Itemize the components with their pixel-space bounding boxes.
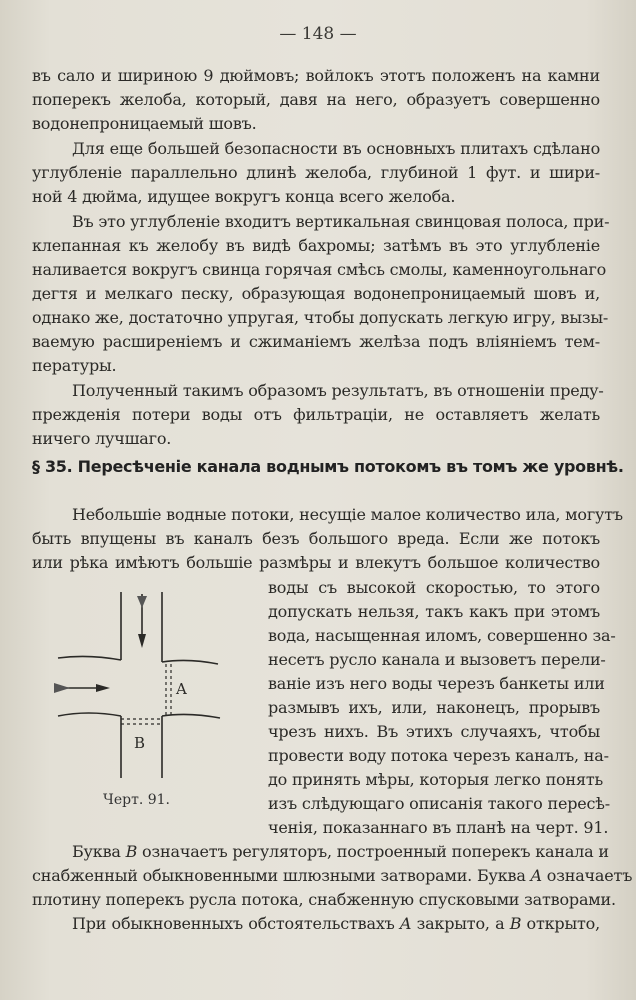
text-span: означаетъ регуляторъ, построенный поперекъ канала и — [137, 842, 609, 861]
variable-b: B — [125, 842, 138, 861]
text-line — [72, 842, 609, 862]
text-line: воды съ высокой скоростью, то этого — [268, 578, 600, 597]
canal-upper-bank-right — [162, 660, 218, 664]
text-line: водонепроницаемый шовъ. — [32, 114, 257, 133]
text-span: открыто, — [521, 914, 600, 933]
label-a: A — [176, 680, 187, 698]
text-span: снабженный обыкновенными шлюзными затворами. Буква — [32, 866, 531, 885]
text-span: закрыто, а — [411, 914, 510, 933]
text-line: дегтя и мелкаго песку, образующая водонепроницаемый шовъ и, — [32, 284, 600, 303]
text-line — [72, 914, 600, 934]
text-line: несетъ русло канала и вызоветъ перели- — [268, 650, 606, 669]
page-number: — 148 — — [279, 24, 357, 44]
text-span: Буква — [72, 842, 126, 861]
text-line: въ сало и шириною 9 дюймовъ; войлокъ этотъ положенъ на камни — [32, 66, 600, 85]
text-line: прежденія потери воды отъ фильтраціи, не оставляетъ желать — [32, 405, 600, 424]
text-line: допускать нельзя, такъ какъ при этомъ — [268, 602, 600, 621]
text-line: Полученный такимъ образомъ результатъ, въ отношеніи преду- — [72, 381, 604, 400]
text-line: Въ это углубленіе входитъ вертикальная свинцовая полоса, при- — [72, 212, 610, 231]
text-line: быть впущены въ каналъ безъ большого вреда. Если же потокъ — [32, 529, 600, 548]
text-span: При обыкновенныхъ обстоятельствахъ — [72, 914, 400, 933]
variable-a: A — [399, 914, 412, 933]
text-line: однако же, достаточно упругая, чтобы допускать легкую игру, вызы- — [32, 308, 609, 327]
text-line: ной 4 дюйма, идущее вокругъ конца всего желоба. — [32, 187, 456, 206]
text-line: провести воду потока черезъ каналъ, на- — [268, 746, 609, 765]
variable-b: B — [509, 914, 522, 933]
label-b: B — [134, 734, 146, 752]
figure-91 — [48, 588, 238, 778]
canal-lower-bank-left — [58, 713, 121, 716]
text-line: чрезъ нихъ. Въ этихъ случаяхъ, чтобы — [268, 722, 600, 741]
section-heading: § 35. Пересѣченіе канала воднымъ потокомъ въ томъ же уровнѣ. — [32, 457, 624, 476]
text-line: углубленіе параллельно длинѣ желоба, глубиной 1 фут. и шири- — [32, 163, 600, 182]
text-line: до принять мѣры, которыя легко понять — [268, 770, 604, 789]
text-line: пературы. — [32, 356, 117, 375]
text-line: поперекъ желоба, который, давя на него, образуетъ совершенно — [32, 90, 600, 109]
text-line: клепанная къ желобу въ видѣ бахромы; затѣмъ въ это углубленіе — [32, 236, 600, 255]
text-line: ченія, показаннаго въ планѣ на черт. 91. — [268, 818, 609, 837]
variable-a: A — [530, 866, 542, 885]
text-line: размывъ ихъ, или, наконецъ, прорывъ — [268, 698, 600, 717]
text-line: или рѣка имѣютъ большіе размѣры и влекутъ большое количество — [32, 553, 600, 572]
text-line: Небольшіе водные потоки, несущіе малое количество ила, могутъ — [72, 505, 623, 524]
text-span: означаетъ — [541, 866, 633, 885]
text-line: ничего лучшаго. — [32, 429, 172, 448]
figure-caption: Черт. 91. — [103, 792, 170, 808]
arrow-down-icon — [137, 594, 147, 648]
text-line: Для еще большей безопасности въ основныхъ плитахъ сдѣлано — [72, 139, 600, 158]
arrow-right-icon — [54, 683, 110, 693]
text-line: наливается вокругъ свинца горячая смѣсь смолы, каменноугольнаго — [32, 260, 607, 279]
text-line: ваніе изъ него воды черезъ банкеты или — [268, 674, 605, 693]
canal-crossing-diagram — [48, 588, 238, 778]
text-line: вода, насыщенная иломъ, совершенно за- — [268, 626, 616, 645]
text-line: ваемую расширеніемъ и сжиманіемъ желѣза подъ вліяніемъ тем- — [32, 332, 600, 351]
text-line: изъ слѣдующаго описанія такого пересѣ- — [268, 794, 610, 813]
text-line — [32, 866, 633, 886]
text-line: плотину поперекъ русла потока, снабженную спусковыми затворами. — [32, 890, 616, 909]
canal-upper-bank-left — [58, 656, 121, 660]
